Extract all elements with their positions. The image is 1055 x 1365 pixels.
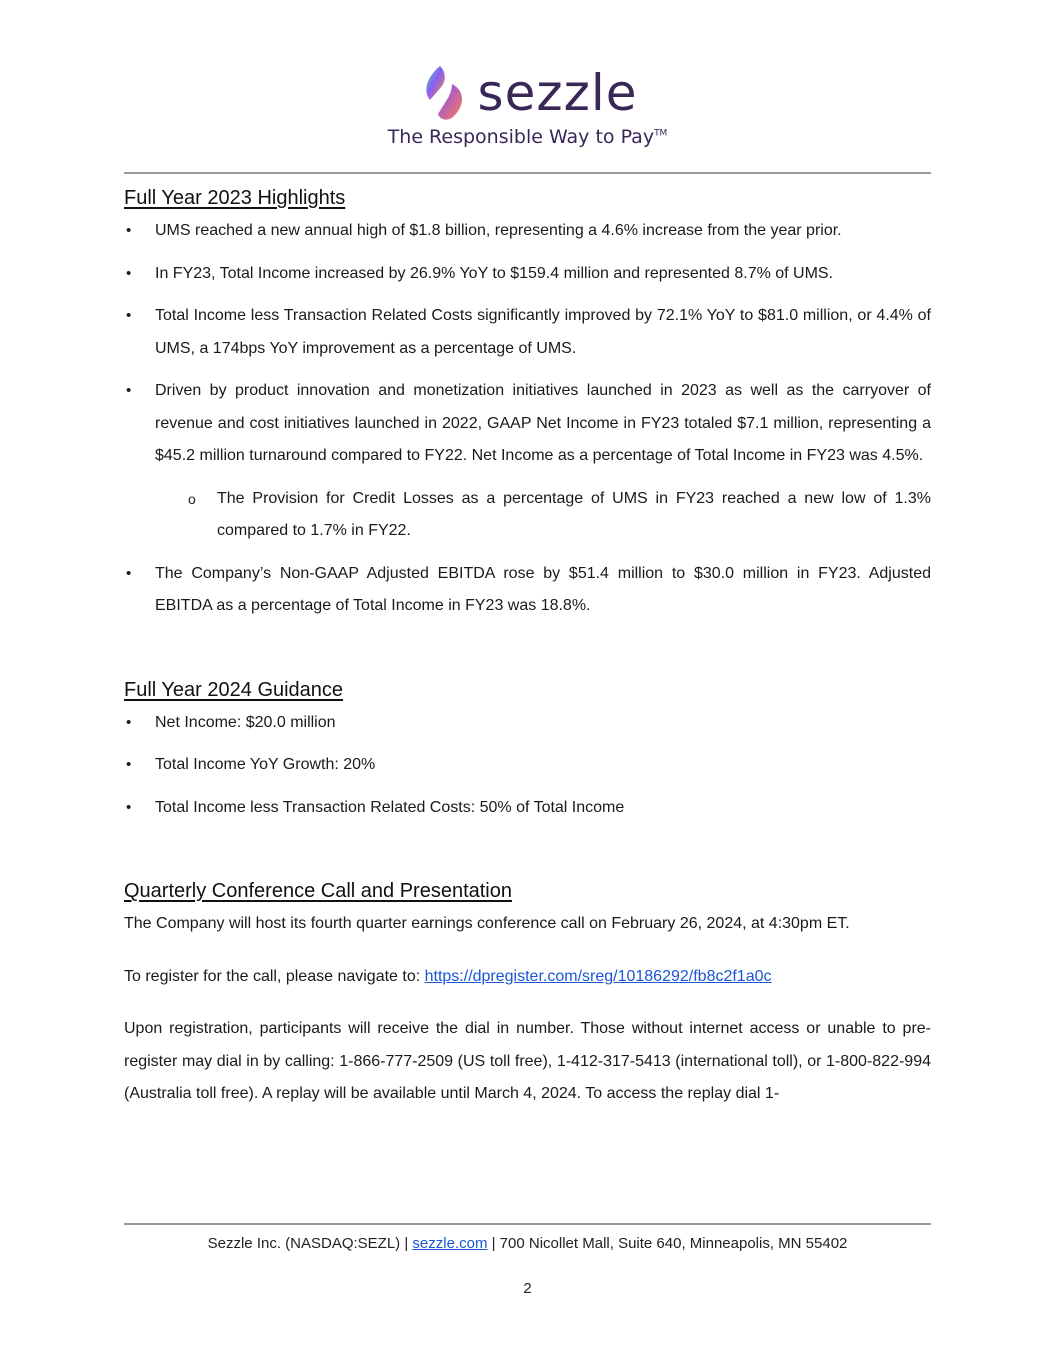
list-item: • Total Income less Transaction Related Costs significantly improved by 72.1% YoY to $81.0 million, or 4.4% of UMS, a 174bps YoY improvement as a percentage of UMS. [124, 300, 931, 365]
register-text: To register for the call, please navigate to: [124, 967, 425, 985]
page-footer [124, 1235, 931, 1252]
list-item-with-sublist [124, 375, 931, 548]
list-item: • The Company’s Non-GAAP Adjusted EBITDA rose by $51.4 million to $30.0 million in FY23. Adjusted EBITDA as a percentage of Total Income in FY23 was 18.8%. [124, 558, 931, 623]
list-item: • UMS reached a new annual high of $1.8 billion, representing a 4.6% increase from the year prior. [124, 215, 931, 248]
document-body [124, 183, 931, 1111]
logo [0, 62, 1055, 124]
list-item: • Net Income: $20.0 million [124, 707, 931, 740]
section-title-conference: Quarterly Conference Call and Presentation [124, 880, 512, 902]
guidance-list [124, 707, 931, 825]
list-item: • Total Income YoY Growth: 20% [124, 749, 931, 782]
conference-paragraph-2 [124, 961, 931, 994]
trademark-mark: TM [654, 128, 668, 139]
footer-site-link[interactable]: sezzle.com [412, 1235, 488, 1252]
list-item: • In FY23, Total Income increased by 26.9% YoY to $159.4 million and represented 8.7% of UMS. [124, 258, 931, 291]
page-number: 2 [523, 1280, 532, 1297]
section-title-guidance: Full Year 2024 Guidance [124, 678, 344, 701]
highlights-list [124, 215, 931, 623]
registration-link[interactable]: https://dpregister.com/sreg/10186292/fb8c2f1a0c [424, 967, 772, 985]
page-header [0, 62, 1055, 148]
header-divider [124, 172, 931, 174]
sub-list-item: o The Provision for Credit Losses as a percentage of UMS in FY23 reached a new low of 1.3% compared to 1.7% in FY22. [155, 483, 931, 548]
list-item: • Total Income less Transaction Related Costs: 50% of Total Income [124, 792, 931, 825]
sezzle-logo-icon [418, 64, 472, 122]
conference-paragraph-1: The Company will host its fourth quarter earnings conference call on February 26, 2024, at 4:30pm ET. [124, 915, 850, 932]
footer-divider [124, 1223, 931, 1225]
tagline [0, 126, 1055, 148]
sub-list [155, 483, 931, 548]
section-title-highlights: Full Year 2023 Highlights [124, 187, 346, 209]
footer-address: | 700 Nicollet Mall, Suite 640, Minneapolis, MN 55402 [487, 1235, 848, 1252]
tagline-text: The Responsible Way to Pay [387, 126, 655, 148]
conference-paragraph-3: Upon registration, participants will receive the dial in number. Those without internet access or unable to pre-register may dial in by calling: 1-866-777-2509 (US toll free), 1-412-317-5413 (international toll), or 1-800-822-994 (Australia toll free). A replay will be available until March 4, 2024. To access the replay dial 1- [124, 1020, 931, 1102]
footer-company: Sezzle Inc. (NASDAQ:SEZL) | [207, 1235, 413, 1252]
brand-wordmark: sezzle [477, 64, 638, 122]
list-item-text: Driven by product innovation and monetization initiatives launched in 2023 as well as the carryover of revenue and cost initiatives launched in 2022, GAAP Net Income in FY23 totaled $7.1 million, representing a $45.2 million turnaround compared to FY22. Net Income as a percentage of Total Income in FY23 was 4.5%. [155, 382, 931, 464]
